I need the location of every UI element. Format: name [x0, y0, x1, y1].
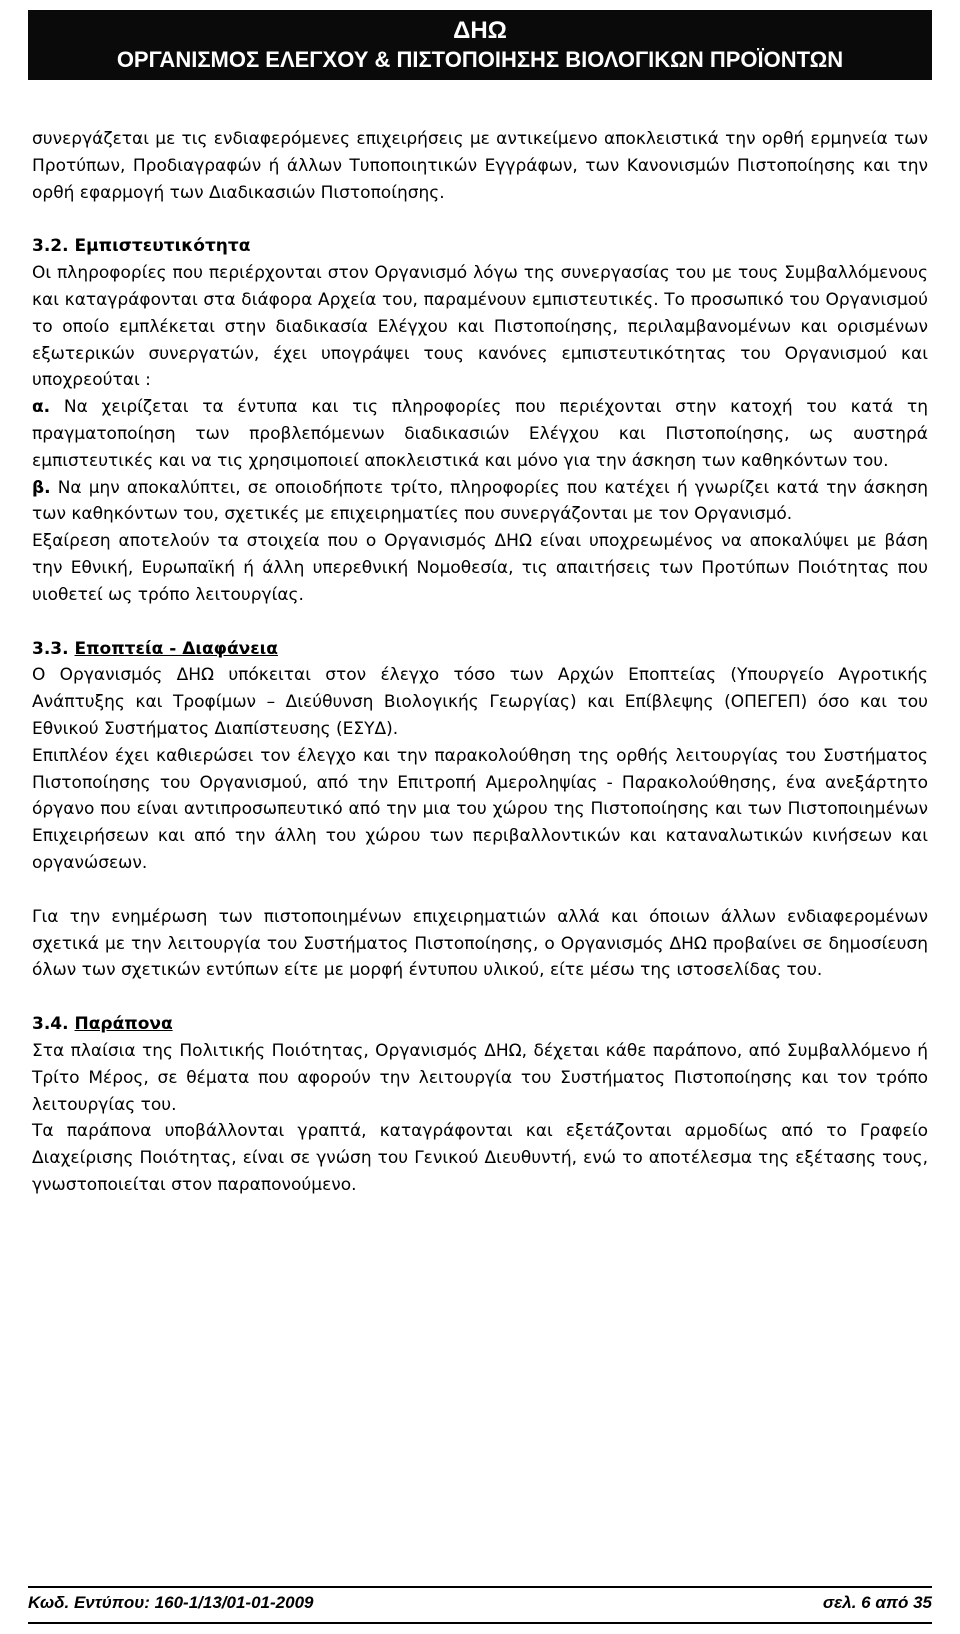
- item-label: β.: [32, 477, 51, 498]
- document-body: [32, 126, 928, 1199]
- page-number: σελ. 6 από 35: [822, 1593, 932, 1612]
- section-title: Εμπιστευτικότητα: [74, 236, 251, 257]
- section-3-4-paragraph-2: Τα παράπονα υποβάλλονται γραπτά, καταγράφονται και εξετάζονται αρμοδίως από το Γραφείο Διαχείρισης Ποιότητας, είναι σε γνώση του Γενικού Διευθυντή, ενώ το αποτέλεσμα της εξέτασης τους, γνωστοποιείται στον παραπονούμενο.: [32, 1121, 928, 1195]
- section-number: 3.3.: [32, 638, 69, 659]
- section-3-4-heading: [32, 1011, 928, 1038]
- item-text: Να μην αποκαλύπτει, σε οποιοδήποτε τρίτο, πληροφορίες που κατέχει ή γνωρίζει κατά την άσκηση των καθηκόντων του, σχετικές με επιχειρηματίες που συνεργάζονται με τον Οργανισμό.: [32, 477, 928, 525]
- section-3-2-paragraph-2: Εξαίρεση αποτελούν τα στοιχεία που ο Οργανισμός ΔΗΩ είναι υποχρεωμένος να αποκαλύψει με βάση την Εθνική, Ευρωπαϊκή ή άλλη υπερεθνική Νομοθεσία, τις απαιτήσεις των Προτύπων Ποιότητας που υιοθετεί ως τρόπο λειτουργίας.: [32, 531, 928, 605]
- section-3-3-paragraph-1: Ο Οργανισμός ΔΗΩ υπόκειται στον έλεγχο τόσο των Αρχών Εποπτείας (Υπουργείο Αγροτικής Ανάπτυξης και Τροφίμων – Διεύθυνση Βιολογικής Γεωργίας) και Επίβλεψης (ΟΠΕΓΕΠ) όσο και του Εθνικού Συστήματος Διαπίστευσης (ΕΣΥΔ).: [32, 665, 928, 739]
- section-3-2-item-a: [32, 394, 928, 474]
- section-title: Εποπτεία - Διαφάνεια: [74, 638, 278, 659]
- intro-paragraph: συνεργάζεται με τις ενδιαφερόμενες επιχειρήσεις με αντικείμενο αποκλειστικά την ορθή ερμηνεία των Προτύπων, Προδιαγραφών ή άλλων Τυποποιητικών Εγγράφων, των Κανονισμών Πιστοποίησης και την ορθή εφαρμογή των Διαδικασιών Πιστοποίησης.: [32, 129, 928, 203]
- section-number: 3.4.: [32, 1014, 69, 1035]
- form-code: Κωδ. Εντύπου: 160-1/13/01-01-2009: [28, 1593, 314, 1612]
- section-3-4-paragraph-1: Στα πλαίσια της Πολιτικής Ποιότητας, Οργανισμός ΔΗΩ, δέχεται κάθε παράπονο, από Συμβαλλόμενο ή Τρίτο Μέρος, σε θέματα που αφορούν την λειτουργία του Συστήματος Πιστοποίησης και τον τρόπο λειτουργίας του.: [32, 1040, 928, 1115]
- header-org-name: ΟΡΓΑΝΙΣΜΟΣ ΕΛΕΓΧΟΥ & ΠΙΣΤΟΠΟΙΗΣΗΣ ΒΙΟΛΟΓΙΚΩΝ ΠΡΟΪΟΝΤΩΝ: [116, 47, 844, 72]
- section-3-2-heading: [32, 233, 928, 260]
- page-header: [28, 10, 932, 80]
- section-number: 3.2.: [32, 236, 69, 257]
- section-3-3-heading: [32, 636, 928, 663]
- item-text: Να χειρίζεται τα έντυπα και τις πληροφορίες που περιέχονται στην κατοχή του κατά τη πραγματοποίηση των προβλεπόμενων διαδικασιών Ελέγχου και Πιστοποίησης, ως αυστηρά εμπιστευτικές και να τις χρησιμοποιεί αποκλειστικά και μόνο για την άσκηση των καθηκόντων του.: [32, 397, 928, 471]
- section-3-2-item-b: [32, 475, 928, 529]
- section-3-3-paragraph-2: Επιπλέον έχει καθιερώσει τον έλεγχο και την παρακολούθηση της ορθής λειτουργίας του Συστήματος Πιστοποίησης του Οργανισμού, από την Επιτροπή Αμεροληψίας - Παρακολούθησης, ένα ανεξάρτητο όργανο που είναι αντιπροσωπευτικό από την μια του χώρου της Πιστοποίησης και των Πιστοποιημένων Επιχειρήσεων και από την άλλη του χώρου των περιβαλλοντικών και καταναλωτικών κινήσεων και οργανώσεων.: [32, 745, 928, 873]
- section-3-3-paragraph-3: Για την ενημέρωση των πιστοποιημένων επιχειρηματιών αλλά και όποιων άλλων ενδιαφερομένων σχετικά με την λειτουργία του Συστήματος Πιστοποίησης, ο Οργανισμός ΔΗΩ προβαίνει σε δημοσίευση όλων των σχετικών εντύπων είτε με μορφή έντυπου υλικού, είτε μέσω της ιστοσελίδας του.: [32, 906, 928, 981]
- page-footer: [28, 1586, 932, 1624]
- section-title: Παράπονα: [74, 1014, 173, 1035]
- item-label: α.: [32, 397, 51, 418]
- header-org-acronym: ΔΗΩ: [453, 17, 507, 44]
- section-3-2-paragraph-1: Οι πληροφορίες που περιέρχονται στον Οργανισμό λόγω της συνεργασίας του με τους Συμβαλλόμενους και καταγράφονται στα διάφορα Αρχεία του, παραμένουν εμπιστευτικές. Το προσωπικό του Οργανισμού το οποίο εμπλέκεται στην διαδικασία Ελέγχου και Πιστοποίησης, περιλαμβανομένων και ορισμένων εξωτερικών συνεργατών, έχει υπογράψει τους κανόνες εμπιστευτικότητας του Οργανισμού και υποχρεούται :: [32, 263, 928, 391]
